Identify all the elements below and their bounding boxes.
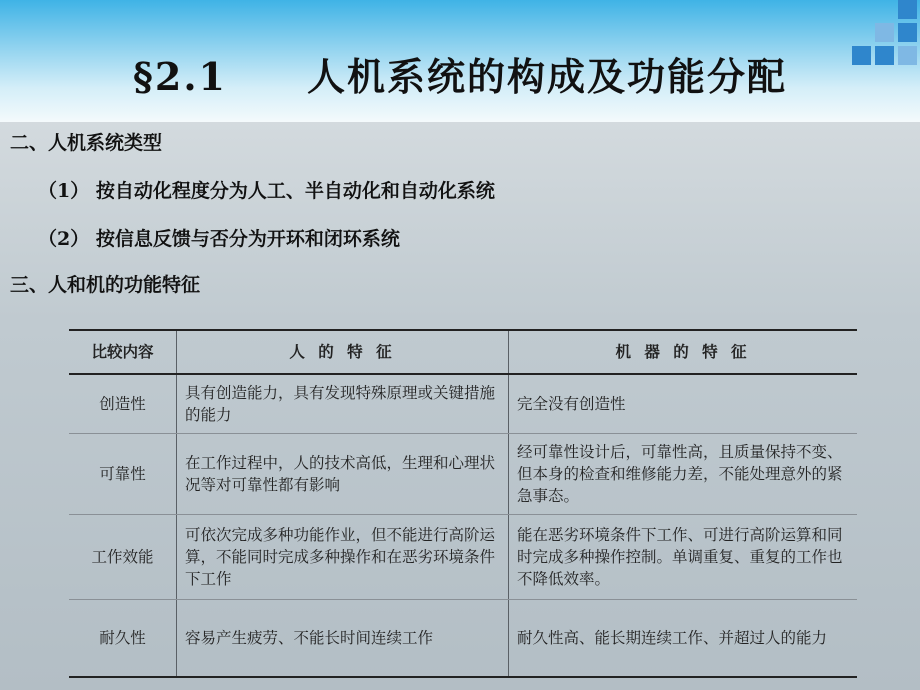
column-header-machine: 机 器 的 特 征 <box>509 330 858 374</box>
table-header-row <box>69 330 857 374</box>
point-automation-degree: （1） 按自动化程度分为人工、半自动化和自动化系统 <box>38 180 495 202</box>
machine-cell: 能在恶劣环境条件下工作、可进行高阶运算和同时完成多种操作控制。单调重复、重复的工作也不降低效率。 <box>509 515 858 600</box>
column-header-comparison: 比较内容 <box>69 330 177 374</box>
section-heading-system-types: 二、人机系统类型 <box>10 132 163 154</box>
comparison-table <box>69 329 857 678</box>
table-row <box>69 434 857 515</box>
section-heading-function-features: 三、人和机的功能特征 <box>10 274 201 296</box>
table-row <box>69 374 857 434</box>
machine-cell: 耐久性高、能长期连续工作、并超过人的能力 <box>509 600 858 678</box>
human-cell: 容易产生疲劳、不能长时间连续工作 <box>177 600 509 678</box>
row-label-efficiency: 工作效能 <box>69 515 177 600</box>
human-cell: 可依次完成多种功能作业，但不能进行高阶运算，不能同时完成多种操作和在恶劣环境条件下工作 <box>177 515 509 600</box>
table-row <box>69 515 857 600</box>
point-feedback: （2） 按信息反馈与否分为开环和闭环系统 <box>38 228 400 250</box>
slide-title: §2.1 人机系统的构成及功能分配 <box>133 54 787 99</box>
machine-cell: 完全没有创造性 <box>509 374 858 434</box>
table-row <box>69 600 857 678</box>
column-header-human: 人 的 特 征 <box>177 330 509 374</box>
row-label-reliability: 可靠性 <box>69 434 177 515</box>
row-label-durability: 耐久性 <box>69 600 177 678</box>
human-cell: 在工作过程中，人的技术高低，生理和心理状况等对可靠性都有影响 <box>177 434 509 515</box>
human-cell: 具有创造能力，具有发现特殊原理或关键措施的能力 <box>177 374 509 434</box>
row-label-creativity: 创造性 <box>69 374 177 434</box>
machine-cell: 经可靠性设计后，可靠性高，且质量保持不变、但本身的检查和维修能力差，不能处理意外的紧急事态。 <box>509 434 858 515</box>
